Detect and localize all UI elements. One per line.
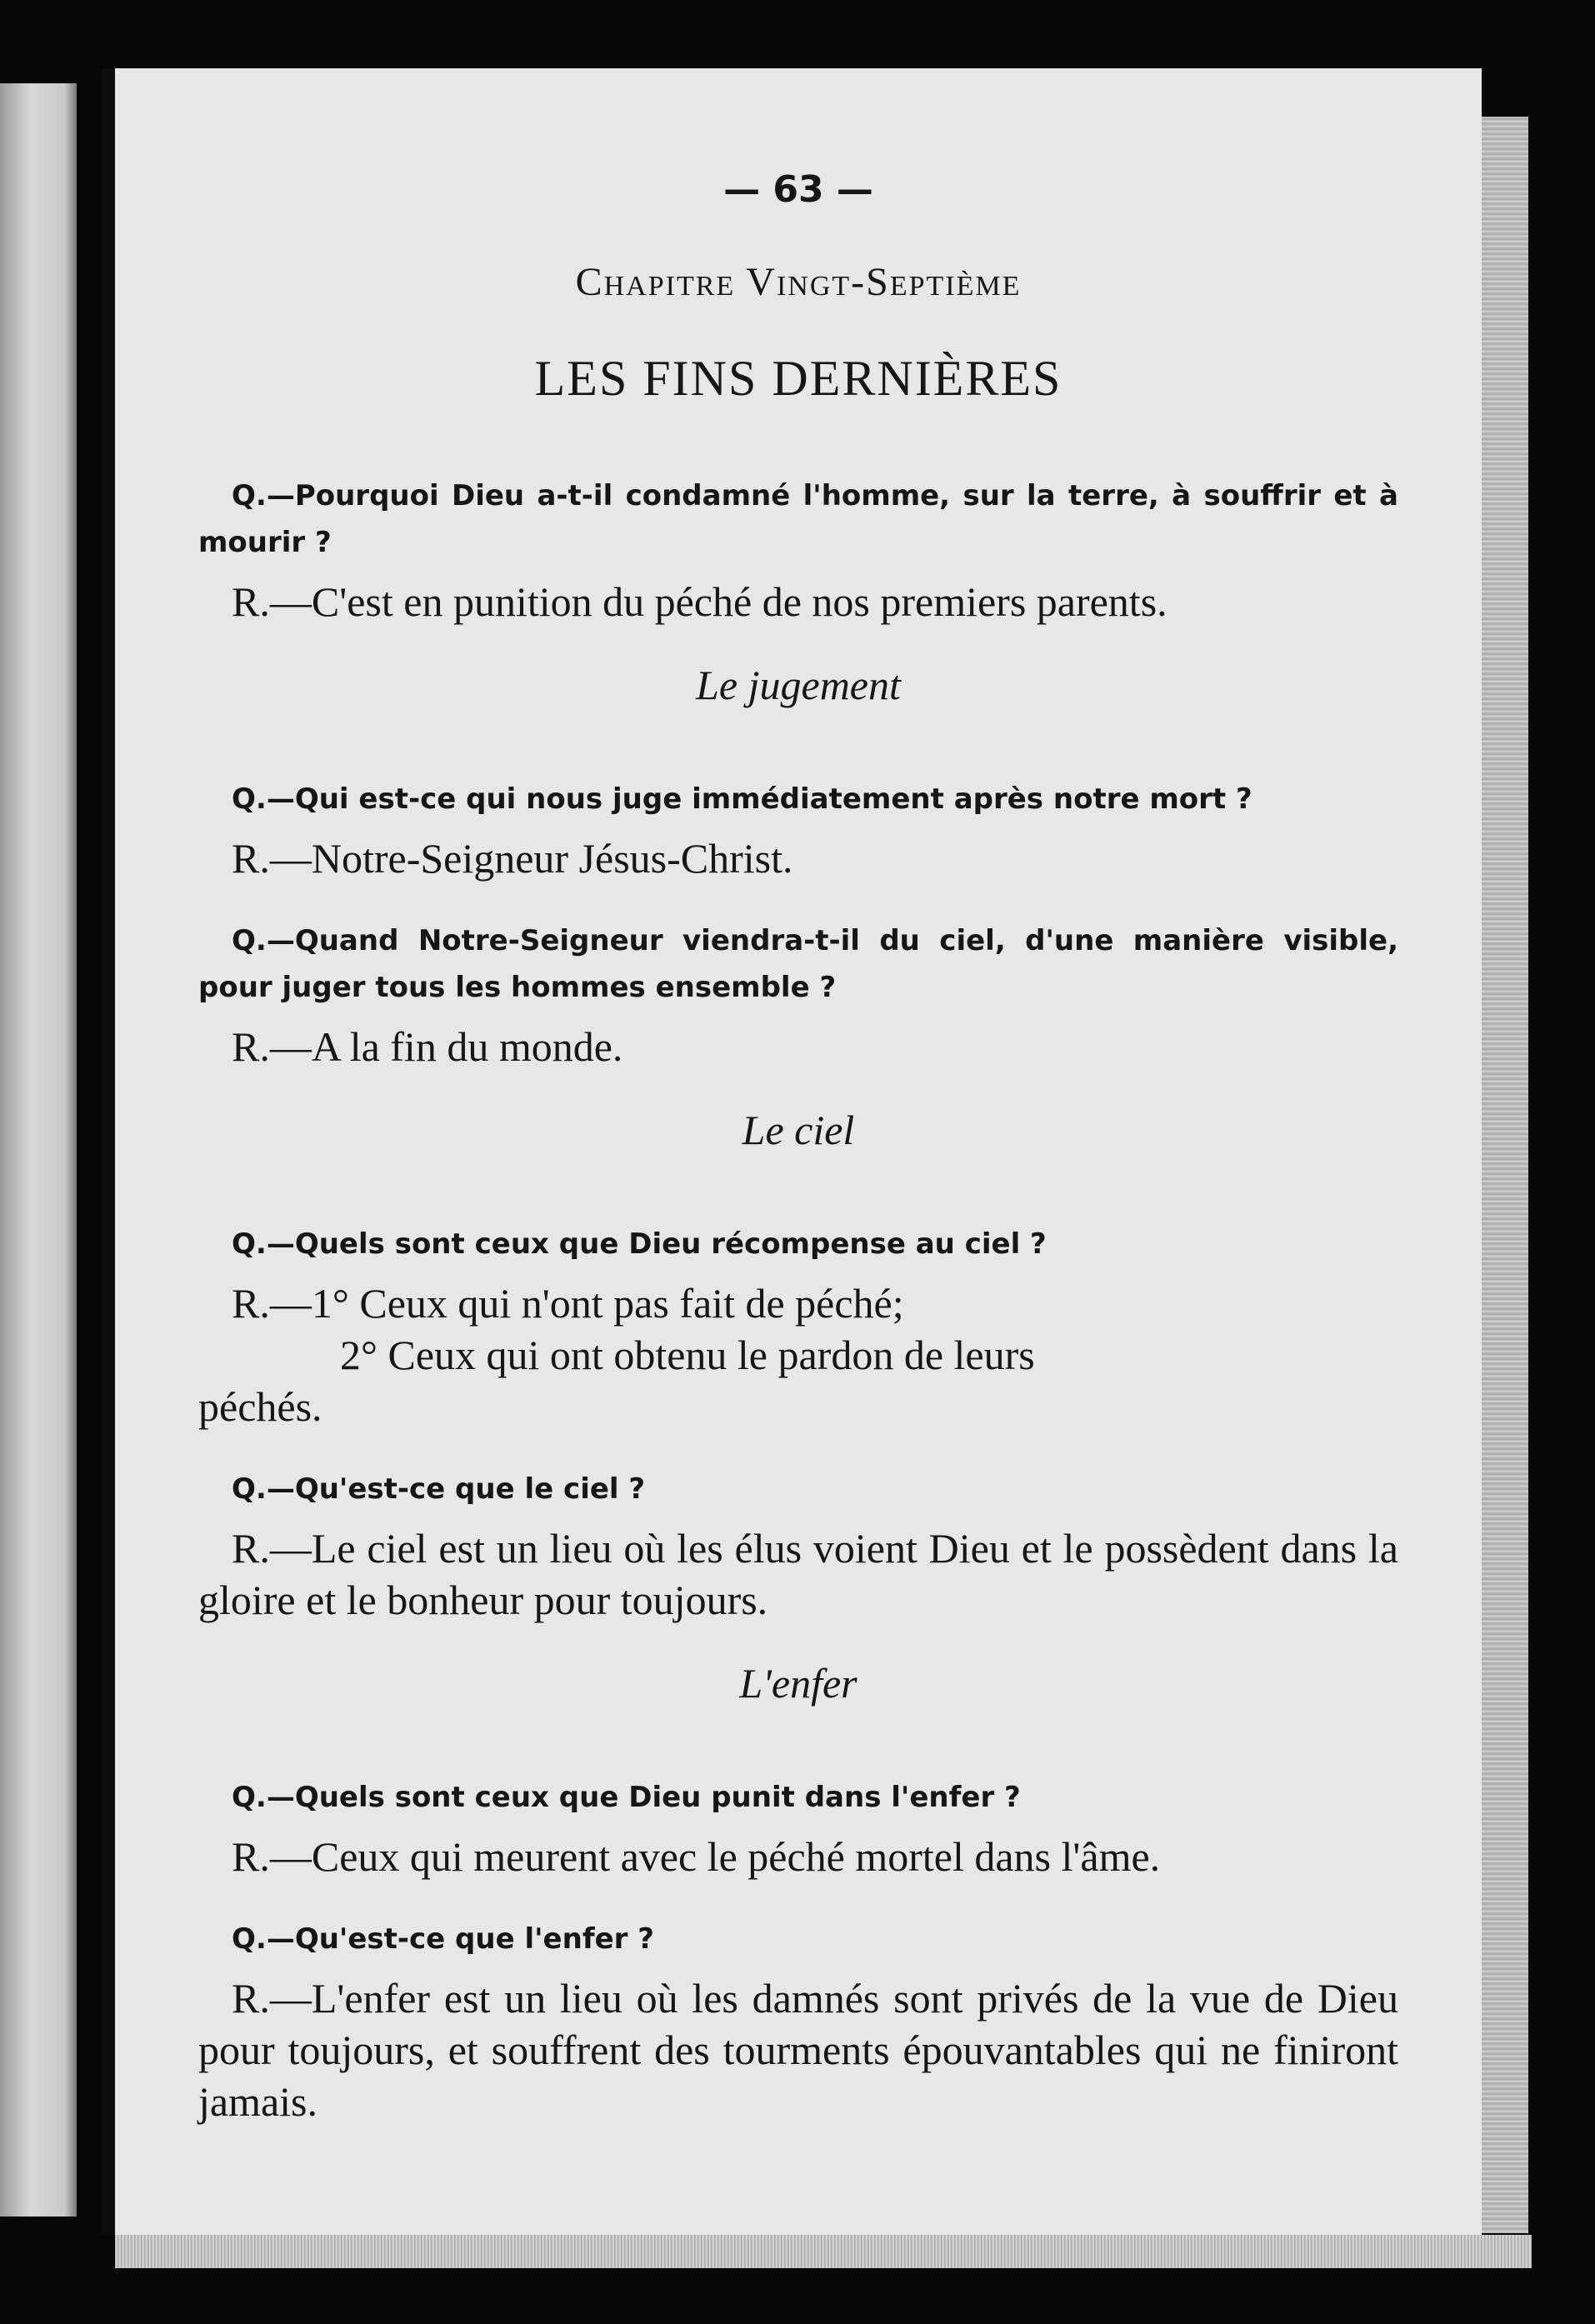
- question: Q.—Qu'est-ce que le ciel ?: [232, 1472, 646, 1506]
- page-content: [198, 168, 1398, 2161]
- page-stack-right-edge: [1482, 117, 1528, 2233]
- question: Q.—Pourquoi Dieu a-t-il condamné l'homme, sur la terre, à souffrir et à mourir ?: [198, 479, 1398, 559]
- adjacent-page-edge: [0, 83, 77, 2217]
- page-number: — 63 —: [723, 168, 873, 211]
- question: Q.—Quels sont ceux que Dieu récompense au ciel ?: [232, 1227, 1047, 1261]
- chapter-heading: Chapitre Vingt-Septième: [575, 260, 1022, 304]
- section-heading: Le jugement: [696, 662, 901, 708]
- answer-list: [198, 1277, 1398, 1432]
- section-heading: L'enfer: [739, 1660, 858, 1707]
- answer: R.—C'est en punition du péché de nos premiers parents.: [232, 578, 1168, 625]
- page-binding-shadow: [102, 68, 115, 2235]
- question: Q.—Qu'est-ce que l'enfer ?: [232, 1922, 654, 1956]
- question: Q.—Quand Notre-Seigneur viendra-t-il du ciel, d'une manière visible, pour juger tous les hommes ensemble ?: [198, 924, 1398, 1004]
- answer: R.—A la fin du monde.: [232, 1023, 623, 1070]
- page-stack-bottom-edge: [115, 2235, 1532, 2268]
- question: Q.—Qui est-ce qui nous juge immédiatement après notre mort ?: [232, 782, 1252, 816]
- answer: R.—Le ciel est un lieu où les élus voient Dieu et le possèdent dans la gloire et le bonheur pour toujours.: [198, 1525, 1398, 1623]
- answer-list-item: 2° Ceux qui ont obtenu le pardon de leurs: [340, 1332, 1035, 1378]
- answer-list-item: R.—1° Ceux qui n'ont pas fait de péché;: [232, 1280, 904, 1327]
- answer-list-item-continuation: péchés.: [198, 1383, 322, 1430]
- section-heading: Le ciel: [742, 1107, 855, 1153]
- answer: R.—L'enfer est un lieu où les damnés sont privés de la vue de Dieu pour toujours, et souffrent des tourments épouvantables qui ne finiront jamais.: [198, 1975, 1398, 2125]
- answer: R.—Ceux qui meurent avec le péché mortel dans l'âme.: [232, 1833, 1161, 1880]
- answer: R.—Notre-Seigneur Jésus-Christ.: [232, 835, 793, 882]
- book-page: [115, 68, 1482, 2235]
- chapter-title: LES FINS DERNIÈRES: [534, 351, 1062, 406]
- question: Q.—Quels sont ceux que Dieu punit dans l'enfer ?: [232, 1781, 1021, 1814]
